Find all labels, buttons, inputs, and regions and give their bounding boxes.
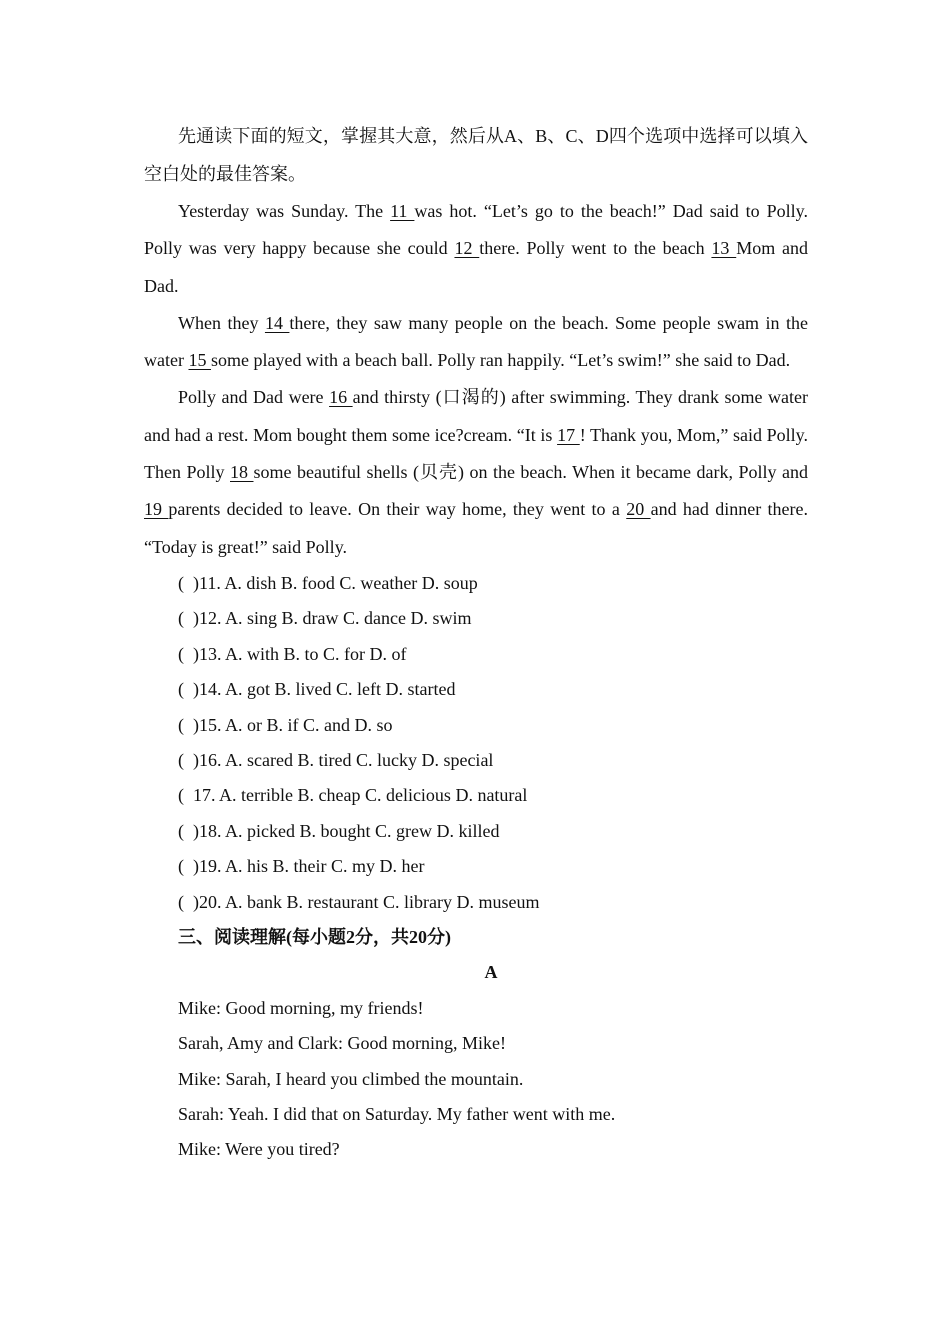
dialogue <box>144 991 808 1168</box>
passage-paragraph <box>144 379 808 565</box>
cloze-blank: 12 <box>454 238 480 259</box>
cloze-blank: 15 <box>188 350 211 371</box>
answer-bracket[interactable]: ( <box>178 572 184 593</box>
dialogue-line: Sarah, Amy and Clark: Good morning, Mike! <box>178 1033 506 1054</box>
dialogue-line: Sarah: Yeah. I did that on Saturday. My father went with me. <box>178 1104 616 1125</box>
question-text: 17. A. terrible B. cheap C. delicious D. natural <box>193 785 528 806</box>
part-label: A <box>484 962 498 983</box>
question-text: )12. A. sing B. draw C. dance D. swim <box>193 608 472 629</box>
passage-text: Yesterday was Sunday. The <box>178 201 391 221</box>
cloze-blank: 20 <box>626 499 651 520</box>
passage-text: there, they saw many people on the beach. Some people swam in the water <box>144 312 809 371</box>
dialogue-line: Mike: Good morning, my friends! <box>178 997 424 1018</box>
passage-paragraph <box>144 193 808 305</box>
question-text: )16. A. scared B. tired C. lucky D. special <box>193 750 494 770</box>
passage-text: there. Polly went to the beach <box>479 238 712 259</box>
question-text: )15. A. or B. if C. and D. so <box>193 714 393 735</box>
answer-bracket[interactable]: ( <box>178 643 184 664</box>
dialogue-line: Mike: Were you tired? <box>178 1139 340 1160</box>
answer-bracket[interactable]: ( <box>178 750 184 770</box>
passage-text: some beautiful shells (贝壳) on the beach. When it became dark, Polly and <box>253 462 808 483</box>
question-item <box>144 566 808 601</box>
cloze-blank: 17 <box>557 424 580 445</box>
passage-text: some played with a beach ball. Polly ran happily. “Let’s swim!” she said to Dad. <box>210 350 791 371</box>
question-item <box>144 672 808 707</box>
cloze-passage <box>144 193 808 566</box>
answer-bracket[interactable]: ( <box>178 891 184 912</box>
answer-bracket[interactable]: ( <box>178 679 184 700</box>
passage-text: was hot. “Let’s go to the beach!” Dad said to Polly. Polly was very happy because she could <box>144 201 809 259</box>
cloze-blank: 18 <box>230 462 254 483</box>
cloze-blank: 19 <box>144 499 169 520</box>
cloze-blank: 11 <box>390 201 415 221</box>
question-item <box>144 601 808 636</box>
question-list <box>144 566 808 920</box>
question-item <box>144 778 808 813</box>
answer-bracket[interactable]: ( <box>178 608 184 629</box>
answer-bracket[interactable]: ( <box>178 785 184 806</box>
passage-text: Mom and Dad. <box>144 238 809 296</box>
dialogue-line: Mike: Sarah, I heard you climbed the mountain. <box>178 1068 524 1089</box>
answer-bracket[interactable]: ( <box>178 820 184 841</box>
question-text: )11. A. dish B. food C. weather D. soup <box>193 572 478 593</box>
cloze-blank: 16 <box>329 387 353 408</box>
document-page <box>144 117 808 1168</box>
cloze-blank: 14 <box>264 312 290 333</box>
cloze-blank: 13 <box>711 238 737 259</box>
passage-text: and had dinner there. “Today is great!” said Polly. <box>144 499 809 557</box>
question-text: )13. A. with B. to C. for D. of <box>193 643 407 664</box>
question-text: )19. A. his B. their C. my D. her <box>193 856 425 877</box>
question-item <box>144 885 808 920</box>
question-text: )14. A. got B. lived C. left D. started <box>193 679 456 700</box>
question-text: )18. A. picked B. bought C. grew D. killed <box>193 820 500 841</box>
question-item <box>144 637 808 672</box>
section-title: 三、阅读理解(每小题2分，共20分) <box>178 927 451 948</box>
question-item <box>144 743 808 778</box>
instruction-text: 先通读下面的短文，掌握其大意，然后从A、B、C、D四个选项中选择可以填入空白处的最佳答案。 <box>144 126 808 184</box>
passage-text: parents decided to leave. On their way home, they went to a <box>168 499 627 520</box>
passage-text: When they <box>178 312 265 333</box>
question-item <box>144 814 808 849</box>
passage-paragraph <box>144 305 808 380</box>
question-text: )20. A. bank B. restaurant C. library D. museum <box>193 891 540 912</box>
question-item <box>144 849 808 884</box>
answer-bracket[interactable]: ( <box>178 856 184 877</box>
question-item <box>144 708 808 743</box>
passage-text: Polly and Dad were <box>178 387 330 408</box>
passage-text: and thirsty (口渴的) after swimming. They drank some water and had a rest. Mom bought them some ice?cream. “It is <box>144 387 808 445</box>
answer-bracket[interactable]: ( <box>178 714 184 735</box>
passage-text: ! Thank you, Mom,” said Polly. Then Polly <box>144 424 808 483</box>
